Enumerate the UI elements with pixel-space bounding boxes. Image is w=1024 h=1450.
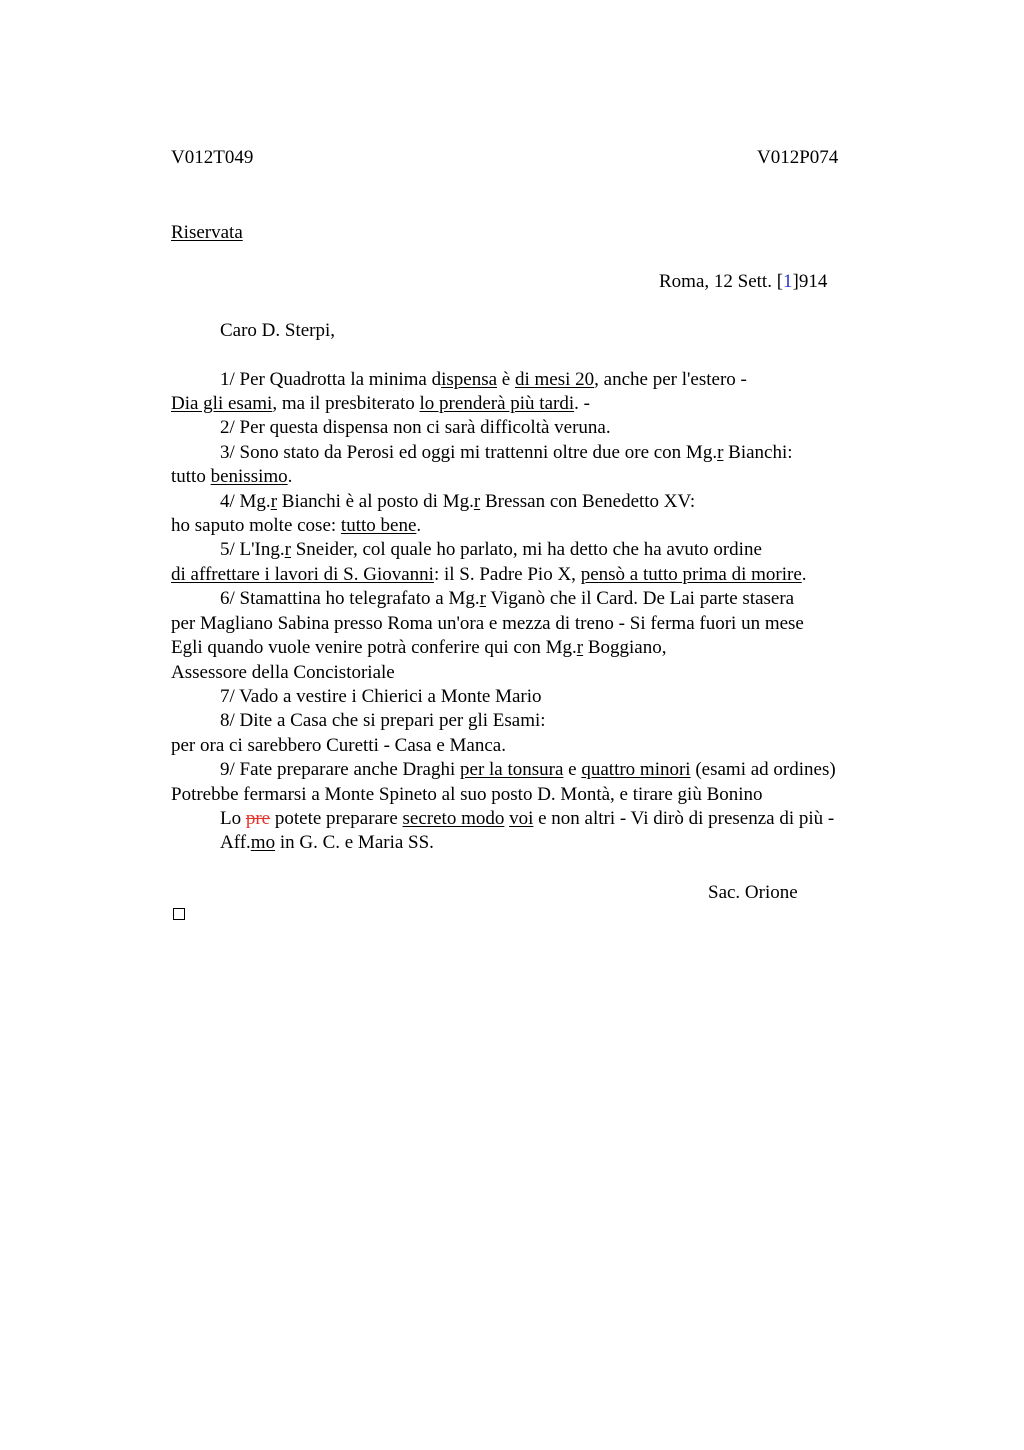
paragraph-1: [220, 368, 747, 392]
underlined-text: benissimo: [210, 466, 288, 487]
text: .: [801, 564, 807, 585]
document-id-left: V012T049: [171, 147, 254, 168]
text: Bianchi:: [723, 442, 793, 463]
signature: Sac. Orione: [708, 882, 798, 903]
text: .: [416, 515, 422, 536]
text: Boggiano,: [583, 637, 667, 658]
underlined-text: voi: [509, 808, 534, 829]
underlined-text: mo: [250, 832, 276, 853]
place-date-prefix: Roma, 12 Sett. [: [659, 271, 784, 292]
text: Bianchi è al posto di Mg.: [277, 491, 474, 512]
text: in G. C. e Maria SS.: [275, 832, 434, 853]
paragraph-9-continued: Potrebbe fermarsi a Monte Spineto al suo posto D. Montà, e tirare giù Bonino: [171, 784, 763, 805]
paragraph-3-continued: [171, 465, 292, 489]
underlined-text: pensò a tutto prima di morire: [580, 564, 802, 585]
underlined-text: Dia gli esami: [171, 393, 273, 414]
paragraph-10: [220, 807, 834, 831]
text: 3/ Sono stato da Perosi ed oggi mi trattenni oltre due ore con Mg.: [220, 442, 718, 463]
underlined-text: r: [576, 637, 584, 658]
underlined-text: r: [717, 442, 724, 463]
paragraph-8-continued: per ora ci sarebbero Curetti - Casa e Manca.: [171, 735, 506, 756]
text: Aff.: [220, 832, 251, 853]
underlined-text: r: [473, 491, 481, 512]
text: tutto: [171, 466, 211, 487]
text: 6/ Stamattina ho telegrafato a Mg.: [220, 588, 480, 609]
editorial-restoration: 1: [783, 271, 793, 292]
paragraph-7: 7/ Vado a vestire i Chierici a Monte Mario: [220, 686, 542, 707]
paragraph-4: [220, 490, 695, 514]
paragraph-6: [220, 587, 794, 611]
place-date: [659, 270, 827, 294]
underlined-text: r: [270, 491, 278, 512]
salutation: Caro D. Sterpi,: [220, 320, 336, 341]
paragraph-3: [220, 441, 793, 465]
place-date-suffix: ]914: [792, 271, 828, 292]
text: , ma il presbiterato: [272, 393, 420, 414]
text: .: [287, 466, 293, 487]
paragraph-8: 8/ Dite a Casa che si prepari per gli Esami:: [220, 710, 546, 731]
underlined-text: lo prenderà più tardi: [419, 393, 575, 414]
text: e: [563, 759, 582, 780]
paragraph-6-line-3: [171, 636, 666, 660]
text: 9/ Fate preparare anche Draghi: [220, 759, 461, 780]
text: 4/ Mg.: [220, 491, 271, 512]
paragraph-5: [220, 538, 762, 562]
text: 5/ L'Ing.: [220, 539, 285, 560]
underlined-text: di affrettare i lavori di S. Giovanni: [171, 564, 434, 585]
reserved-marker: Riservata: [171, 222, 243, 243]
text: , anche per l'estero -: [594, 369, 747, 390]
paragraph-9: [220, 758, 836, 782]
paragraph-2: 2/ Per questa dispensa non ci sarà difficoltà veruna.: [220, 417, 611, 438]
paragraph-4-continued: [171, 514, 421, 538]
document-id-right: V012P074: [757, 147, 839, 168]
text: . -: [574, 393, 590, 414]
text: Bressan con Benedetto XV:: [480, 491, 696, 512]
text: Egli quando vuole venire potrà conferire qui con Mg.: [171, 637, 577, 658]
paragraph-6-line-2: per Magliano Sabina presso Roma un'ora e mezza di treno - Si ferma fuori un mese: [171, 613, 804, 634]
underlined-text: ispensa: [441, 369, 498, 390]
underlined-text: secreto modo: [402, 808, 505, 829]
underlined-text: tutto bene: [340, 515, 417, 536]
text: potete preparare: [270, 808, 403, 829]
text: (esami ad ordines): [690, 759, 836, 780]
underlined-text: quattro minori: [581, 759, 691, 780]
text: Viganò che il Card. De Lai parte stasera: [485, 588, 795, 609]
text: ho saputo molte cose:: [171, 515, 341, 536]
text: : il S. Padre Pio X,: [433, 564, 581, 585]
underlined-text: r: [284, 539, 291, 560]
text: 1/ Per Quadrotta la minima d: [220, 369, 442, 390]
closing: [220, 831, 434, 855]
paragraph-1-continued: [171, 392, 590, 416]
underlined-text: r: [479, 588, 486, 609]
text: e non altri - Vi dirò di presenza di più -: [533, 808, 835, 829]
checkbox-icon: [173, 908, 185, 920]
text: Lo: [220, 808, 246, 829]
struck-text: pre: [245, 808, 271, 829]
paragraph-6-line-4: Assessore della Concistoriale: [171, 662, 395, 683]
paragraph-5-continued: [171, 563, 807, 587]
underlined-text: di mesi 20: [514, 369, 595, 390]
text: Sneider, col quale ho parlato, mi ha detto che ha avuto ordine: [290, 539, 762, 560]
underlined-text: per la tonsura: [460, 759, 564, 780]
text: è: [497, 369, 515, 390]
